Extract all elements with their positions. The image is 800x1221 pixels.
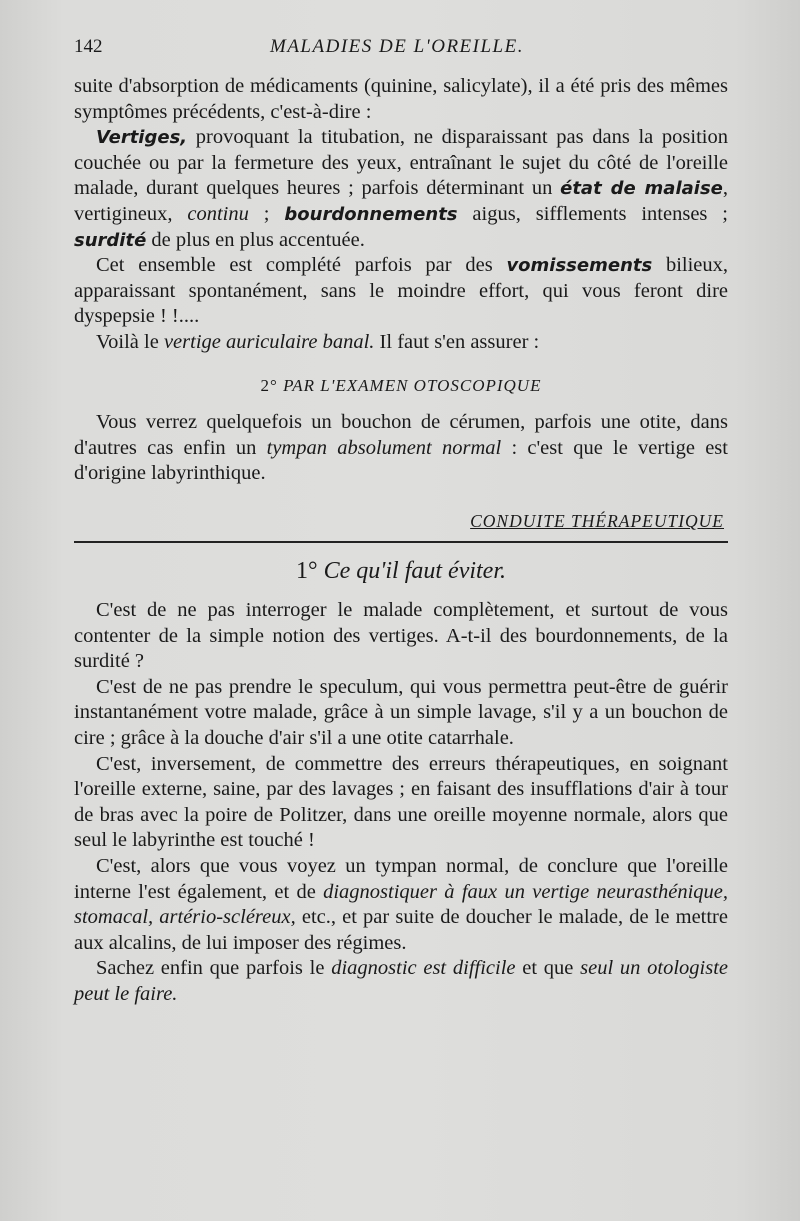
emphasis-diagnostic-difficile: diagnostic est difficile (331, 957, 516, 980)
text-run: Sachez enfin que parfois le (96, 957, 332, 980)
subsection-title: Ce qu'il faut éviter. (323, 557, 507, 584)
emphasis-continu: continu (187, 202, 249, 225)
paragraph-vomissements (74, 253, 728, 330)
subsection-number: 1° (295, 557, 318, 584)
emphasis-tympan-normal: tympan absolument normal (266, 436, 502, 459)
text-run: C'est de ne pas prendre le speculum, qui vous permettra peut-être de guérir instantanément votre malade, grâce à un simple lavage, s'il y a un bouchon de cire ; grâce à la douche d'air s'il a une otite catarrhale. (74, 675, 728, 750)
text-run: Voilà le (96, 330, 164, 353)
text-run: Cet ensemble est complété parfois par des (96, 254, 507, 277)
section-number: 2° (260, 375, 278, 395)
text-run: ; (248, 202, 285, 225)
emphasis-bourdonnements: bourdonnements (284, 203, 458, 225)
text-run: C'est de ne pas interroger le malade complètement, et surtout de vous contenter de la simple notion des vertiges. A-t-il des bourdonnements, de la surdité ? (74, 599, 728, 673)
emphasis-vertige-auriculaire: vertige auriculaire banal. (163, 330, 375, 353)
emphasis-otologiste: seul un otologiste peut le faire. (74, 957, 728, 1005)
text-run: C'est, inversement, de commettre des erreurs thérapeutiques, en soignant l'oreille externe, saine, par des lavages ; en faisant des insufflations d'air à tour de bras avec la poire de Politzer, dans une oreille moyenne normale, alors que seul le labyrinthe est touché ! (74, 752, 728, 852)
paragraph-vertige-banal (74, 330, 728, 356)
text-run: de plus en plus accentuée. (146, 228, 365, 251)
paragraph-tympan-normal (74, 854, 728, 956)
page-number: 142 (74, 36, 103, 57)
paragraph-symptoms-intro (74, 74, 728, 125)
section-heading-otoscopique (74, 373, 728, 399)
emphasis-vomissements: vomissements (506, 255, 653, 277)
emphasis-surdite: surdité (74, 229, 147, 251)
text-run: etc., et par suite de doucher le malade, de le mettre aux alcalins, de lui imposer des régimes. (74, 906, 728, 954)
emphasis-etat-de-malaise: état de malaise (560, 178, 723, 200)
paragraph-speculum (74, 675, 728, 752)
running-head: MALADIES DE L'OREILLE. (270, 36, 524, 57)
emphasis-diagnostic-faux: diagnostiquer à faux un vertige neurasthénique, stomacal, artério-scléreux, (74, 880, 729, 929)
text-run: et que (515, 957, 581, 980)
text-run: suite d'absorption de médicaments (quinine, salicylate), il a été pris des mêmes symptômes précédents, c'est-à-dire : (74, 75, 728, 123)
text-run: provoquant la titubation, ne disparaissant pas dans la position couchée ou par la fermeture des yeux, entraînant le sujet du côté de l'oreille malade, durant quelques heures ; parfois déterminant un (74, 126, 728, 200)
emphasis-vertiges: Vertiges, (96, 127, 188, 149)
paragraph-otoscopie (74, 410, 728, 487)
section-heading-conduite: CONDUITE THÉRAPEUTIQUE (470, 510, 724, 531)
paragraph-conclusion (74, 956, 728, 1007)
section-divider (74, 541, 728, 543)
paragraph-interroger (74, 598, 728, 675)
text-run: C'est, alors que vous voyez un tympan normal, de conclure que l'oreille interne l'est également, et de (74, 855, 728, 903)
text-run: : c'est que le vertige est d'origine labyrinthique. (74, 436, 728, 485)
paragraph-vertiges (74, 125, 728, 253)
text-run: Il faut s'en assurer : (374, 330, 540, 353)
page-body (74, 74, 728, 1008)
text-run: , vertigineux, (74, 177, 728, 225)
section-title: PAR L'EXAMEN OTOSCOPIQUE (283, 375, 542, 395)
paragraph-erreurs (74, 752, 728, 854)
text-run: Vous verrez quelquefois un bouchon de cérumen, parfois une otite, dans d'autres cas enfin un (74, 411, 728, 459)
text-run: aigus, sifflements intenses ; (457, 202, 728, 225)
page-header (74, 36, 734, 62)
text-run: bilieux, apparaissant spontanément, sans le moindre effort, qui vous feront dire dyspepsie ! !.... (74, 254, 729, 328)
subsection-heading-eviter (74, 559, 728, 585)
